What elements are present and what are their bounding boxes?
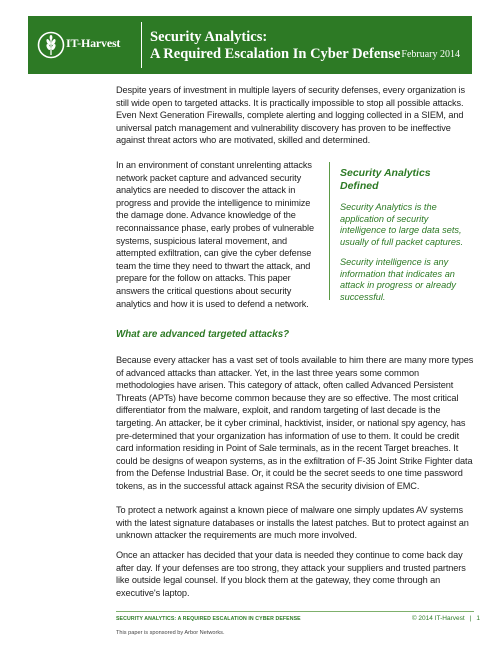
persistence-paragraph: Once an attacker has decided that your data is needed they continue to come back day after day. If your defenses are too strong, they attack your suppliers and trusted partners like outside legal counsel. If you block them at the gateway, they come through an executive's laptop.	[116, 550, 466, 598]
sidebar-title: Security Analytics Defined	[340, 167, 431, 192]
header-banner	[28, 16, 472, 74]
sponsor-note: This paper is sponsored by Arbor Networks.	[116, 630, 225, 636]
sidebar-definition-2: Security intelligence is any information that indicates an attack in progress or already successful.	[340, 257, 456, 302]
footer-copyright: © 2014 IT-Harvest	[411, 615, 465, 622]
analytics-need-paragraph: In an environment of constant unrelenting attacks network packet capture and advanced security analytics are needed to discover the attack in progress and provide the intelligence to minimize the damage done. Advance knowledge of the reconnaissance phase, early probes of vulnerable systems, suspicious lateral movement, and attempted exfiltration, can give the cyber defense team the time they need to thwart the attack, and prepare for the follow on attacks. This paper answers the critical questions about security analytics and how it is used to defend a network.	[116, 160, 314, 309]
logo-text: IT-Harvest	[66, 36, 121, 50]
page-number: 1	[476, 615, 480, 622]
definition-sidebar	[329, 162, 471, 300]
sidebar-definition-1: Security Analytics is the application of security intelligence to large data sets, usually of full packet captures.	[340, 202, 464, 247]
section-heading: What are advanced targeted attacks?	[116, 329, 290, 340]
footer-running-title: SECURITY ANALYTICS: A REQUIRED ESCALATION IN CYBER DEFENSE	[116, 616, 301, 622]
banner-divider	[141, 22, 142, 68]
footer-divider	[116, 611, 474, 612]
footer-separator: |	[469, 615, 472, 622]
protection-paragraph: To protect a network against a known piece of malware one simply updates AV systems with the latest signature databases or installs the latest patches. But to protect against an unknown attacker the requirements are much more involved.	[116, 505, 469, 541]
intro-paragraph: Despite years of investment in multiple layers of security defenses, every organization is still wide open to targeted attacks. It is practically impossible to stop all possible attacks. Even Next Generation Firewalls, complete alerting and logging collected in a SIEM, and universal patch management and vulnerability discovery has proven to be ineffective against threat actors who are motivated, skilled and determined.	[116, 85, 465, 146]
publication-date: February 2014	[401, 49, 460, 60]
attacks-paragraph: Because every attacker has a vast set of tools available to him there are many more types of advanced attacks than attacker. Yet, in the last three years some common methodologies have arisen. This category of attack, often called Advanced Persistent Threats (APTs) have become common because they are so effective. The most critical differentiator from the malware, exploit, and random targeting of last decade is the targeting. An attacker, be it cyber criminal, hacktivist, insider, or national spy agency, has pre-determined that your organization has information of use to them. It could be credit card information residing in Point of Sale terminals, as in the recent Target breaches. It could be designs of weapon systems, as in the exfiltration of F-35 Joint Strike Fighter data from the Defense Industrial Base. Or, it could be the secret seeds to one time password tokens, as in the successful attack against RSA the security division of EMC.	[116, 355, 474, 491]
document-title-line-2: A Required Escalation In Cyber Defense	[150, 46, 401, 62]
document-title-line-1: Security Analytics:	[150, 29, 268, 45]
footer-page-info	[412, 615, 480, 622]
wheat-logo-icon	[37, 31, 65, 59]
